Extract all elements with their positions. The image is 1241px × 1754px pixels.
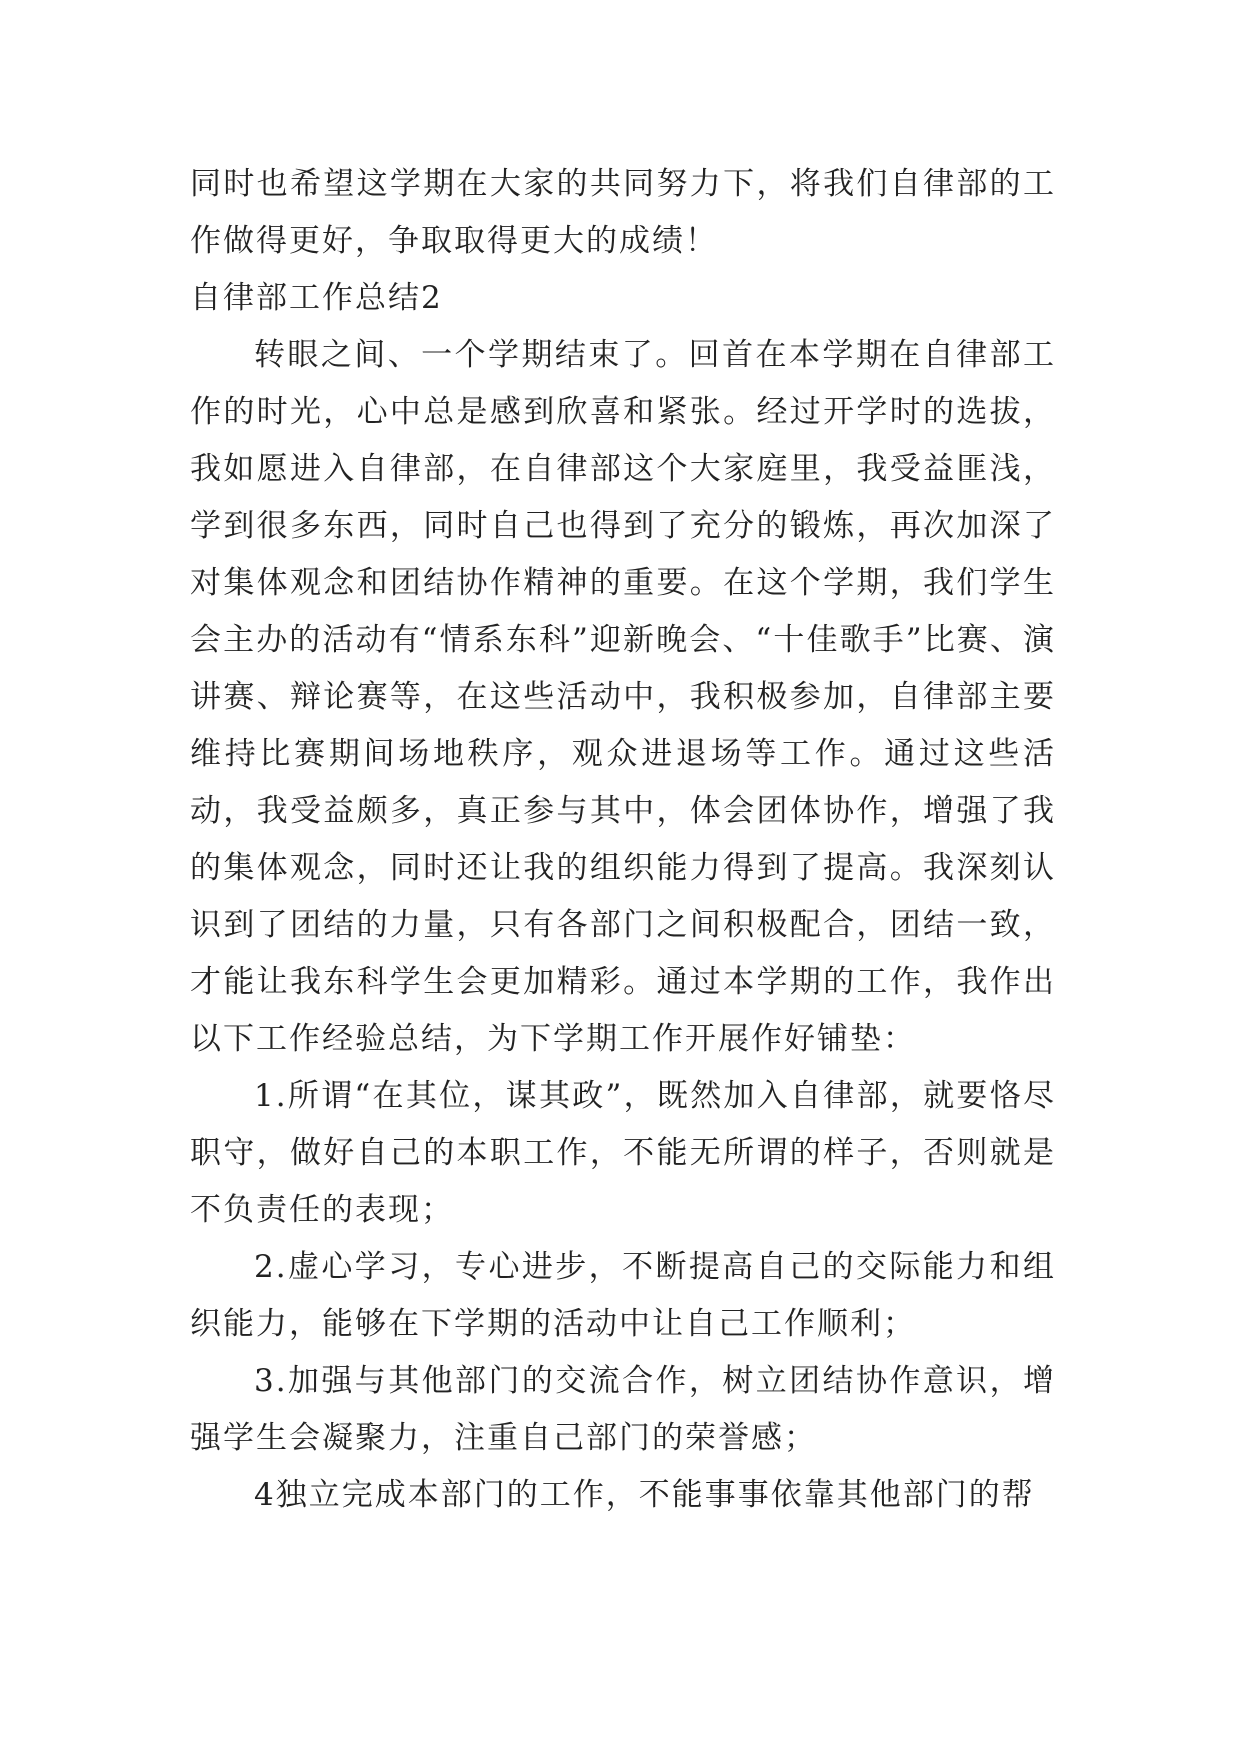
section-heading: 自律部工作总结2 bbox=[190, 280, 443, 316]
list-item-3: 3.加强与其他部门的交流合作，树立团结协作意识，增强学生会凝聚力，注重自己部门的荣誉感； bbox=[190, 1363, 1056, 1456]
document-body bbox=[190, 156, 1056, 1524]
list-item-4: 4独立完成本部门的工作，不能事事依靠其他部门的帮 bbox=[254, 1477, 1035, 1513]
list-item-2: 2.虚心学习，专心进步，不断提高自己的交际能力和组织能力，能够在下学期的活动中让自己工作顺利； bbox=[190, 1249, 1056, 1342]
paragraph-continuation: 同时也希望这学期在大家的共同努力下，将我们自律部的工作做得更好，争取取得更大的成绩！ bbox=[190, 166, 1056, 259]
paragraph-intro: 转眼之间、一个学期结束了。回首在本学期在自律部工作的时光，心中总是感到欣喜和紧张。经过开学时的选拔，我如愿进入自律部，在自律部这个大家庭里，我受益匪浅，学到很多东西，同时自己也得到了充分的锻炼，再次加深了对集体观念和团结协作精神的重要。在这个学期，我们学生会主办的活动有“情系东科”迎新晚会、“十佳歌手”比赛、演讲赛、辩论赛等，在这些活动中，我积极参加，自律部主要维持比赛期间场地秩序，观众进退场等工作。通过这些活动，我受益颇多，真正参与其中，体会团体协作，增强了我的集体观念，同时还让我的组织能力得到了提高。我深刻认识到了团结的力量，只有各部门之间积极配合，团结一致，才能让我东科学生会更加精彩。通过本学期的工作，我作出以下工作经验总结，为下学期工作开展作好铺垫： bbox=[190, 337, 1056, 1057]
list-item-1: 1.所谓“在其位，谋其政”，既然加入自律部，就要恪尽职守，做好自己的本职工作，不能无所谓的样子，否则就是不负责任的表现； bbox=[190, 1078, 1056, 1228]
